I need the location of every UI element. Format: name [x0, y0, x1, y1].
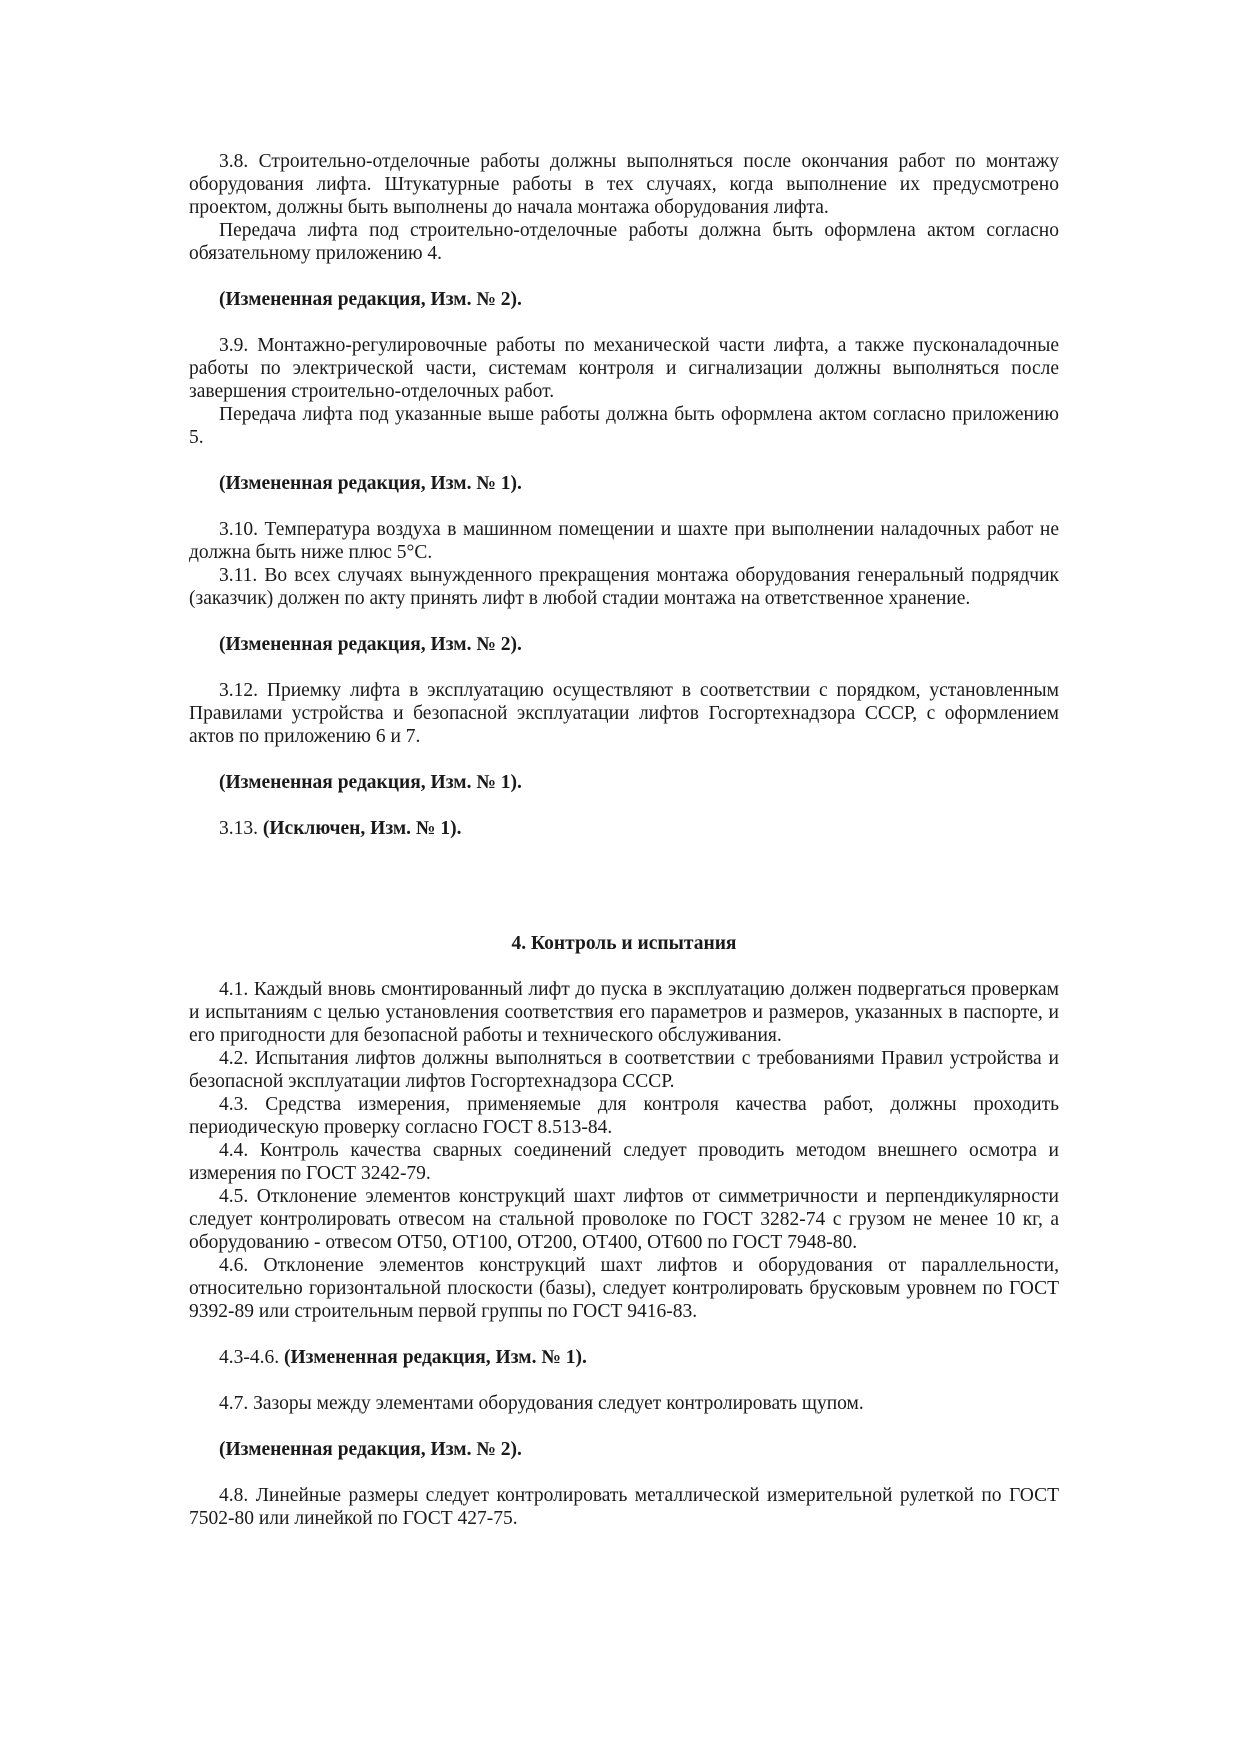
paragraph-4-7: 4.7. Зазоры между элементами оборудования следует контролировать щупом. — [219, 1393, 864, 1414]
spacer — [189, 1369, 1059, 1392]
paragraph-4-5: 4.5. Отклонение элементов конструкций шахт лифтов от симметричности и перпендикулярности следует контролировать отвесом на стальной проволоке по ГОСТ 3282-74 с грузом не менее 10 кг, а оборудованию - отвесом ОТ50, ОТ100, ОТ200, ОТ400, ОТ600 по ГОСТ 7948-80. — [189, 1186, 1059, 1253]
amendment-note: (Измененная редакция, Изм. № 1). — [219, 772, 522, 793]
paragraph-4-8: 4.8. Линейные размеры следует контролировать металлической измерительной рулеткой по ГОСТ 7502-80 или линейкой по ГОСТ 427-75. — [189, 1485, 1059, 1529]
spacer — [189, 840, 1059, 932]
document-page — [189, 150, 1059, 1530]
spacer — [189, 265, 1059, 288]
spacer — [189, 1323, 1059, 1346]
spacer — [189, 610, 1059, 633]
spacer — [189, 495, 1059, 518]
spacer — [189, 449, 1059, 472]
paragraph-4-3-4-6 — [189, 1346, 1059, 1369]
paragraph-3-9: 3.9. Монтажно-регулировочные работы по механической части лифта, а также пусконаладочные работы по электрической части, системам контроля и сигнализации должны выполняться после завершения строительно-отделочных работ. — [189, 335, 1059, 402]
paragraph-3-9-transfer: Передача лифта под указанные выше работы должна быть оформлена актом согласно приложению 5. — [189, 404, 1059, 448]
spacer — [189, 748, 1059, 771]
section-heading: 4. Контроль и испытания — [511, 933, 737, 954]
paragraph-4-6: 4.6. Отклонение элементов конструкций шахт лифтов и оборудования от параллельности, относительно горизонтальной плоскости (базы), следует контролировать брусковым уровнем по ГОСТ 9392-89 или строительным первой группы по ГОСТ 9416-83. — [189, 1255, 1059, 1322]
paragraph-3-12: 3.12. Приемку лифта в эксплуатацию осуществляют в соответствии с порядком, установленным Правилами устройства и безопасной эксплуатации лифтов Госгортехнадзора СССР, с оформлением актов по приложению 6 и 7. — [189, 680, 1059, 747]
spacer — [189, 656, 1059, 679]
spacer — [189, 794, 1059, 817]
excluded-note: (Исключен, Изм. № 1). — [262, 818, 462, 839]
amendment-note: (Измененная редакция, Изм. № 2). — [219, 289, 522, 310]
paragraph-4-2: 4.2. Испытания лифтов должны выполняться в соответствии с требованиями Правил устройства и безопасной эксплуатации лифтов Госгортехнадзора СССР. — [189, 1048, 1059, 1092]
paragraph-3-13 — [189, 817, 1059, 840]
spacer — [189, 1461, 1059, 1484]
paragraph-3-10: 3.10. Температура воздуха в машинном помещении и шахте при выполнении наладочных работ не должна быть ниже плюс 5°С. — [189, 519, 1059, 563]
paragraph-number: 4.3-4.6. — [219, 1347, 284, 1368]
amendment-note: (Измененная редакция, Изм. № 2). — [219, 634, 522, 655]
paragraph-number: 3.13. — [219, 818, 263, 839]
amendment-note: (Измененная редакция, Изм. № 1). — [284, 1347, 587, 1368]
spacer — [189, 311, 1059, 334]
amendment-note: (Измененная редакция, Изм. № 2). — [219, 1439, 522, 1460]
spacer — [189, 1415, 1059, 1438]
paragraph-4-4: 4.4. Контроль качества сварных соединений следует проводить методом внешнего осмотра и измерения по ГОСТ 3242-79. — [189, 1140, 1059, 1184]
paragraph-3-8: 3.8. Строительно-отделочные работы должны выполняться после окончания работ по монтажу оборудования лифта. Штукатурные работы в тех случаях, когда выполнение их предусмотрено проектом, должны быть выполнены до начала монтажа оборудования лифта. — [189, 151, 1059, 218]
paragraph-4-3: 4.3. Средства измерения, применяемые для контроля качества работ, должны проходить периодическую проверку согласно ГОСТ 8.513-84. — [189, 1094, 1059, 1138]
paragraph-3-11: 3.11. Во всех случаях вынужденного прекращения монтажа оборудования генеральный подрядчик (заказчик) должен по акту принять лифт в любой стадии монтажа на ответственное хранение. — [189, 565, 1059, 609]
amendment-note: (Измененная редакция, Изм. № 1). — [219, 473, 522, 494]
paragraph-4-1: 4.1. Каждый вновь смонтированный лифт до пуска в эксплуатацию должен подвергаться проверкам и испытаниям с целью установления соответствия его параметров и размеров, указанных в паспорте, и его пригодности для безопасной работы и технического обслуживания. — [189, 979, 1059, 1046]
spacer — [189, 955, 1059, 978]
paragraph-3-8-transfer: Передача лифта под строительно-отделочные работы должна быть оформлена актом согласно обязательному приложению 4. — [189, 220, 1059, 264]
